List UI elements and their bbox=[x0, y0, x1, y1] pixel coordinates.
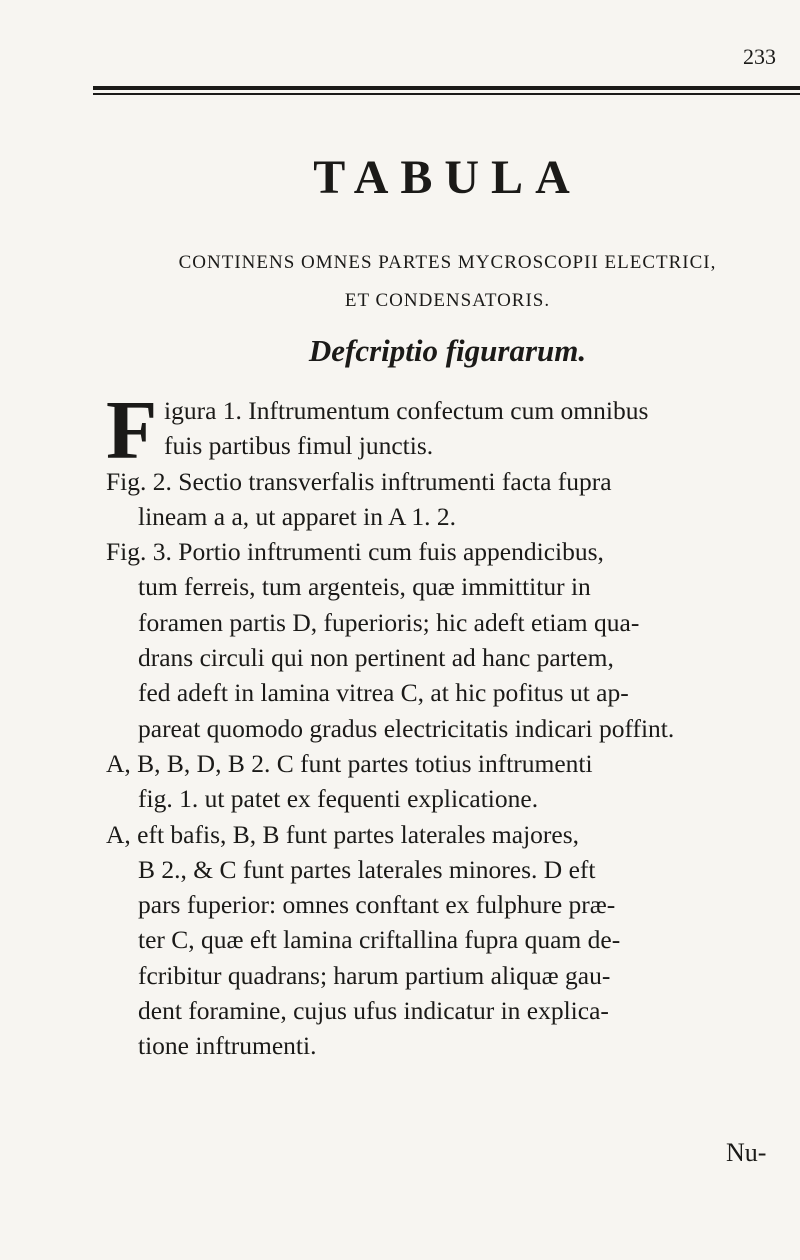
body-line: tione inftrumenti. bbox=[138, 1031, 317, 1061]
body-line: drans circuli qui non pertinent ad hanc partem, bbox=[138, 643, 614, 673]
body-line-text: igura 1. Inftrumentum confectum cum omnibus bbox=[164, 396, 649, 425]
page-title: TABULA bbox=[313, 151, 582, 204]
body-line: dent foramine, cujus ufus indicatur in explica- bbox=[138, 996, 609, 1026]
body-line: Fig. 3. Portio inftrumenti cum fuis appendicibus, bbox=[106, 537, 604, 567]
top-rule bbox=[93, 86, 800, 95]
drop-cap: F bbox=[106, 384, 158, 477]
body-line: fuis partibus fimul junctis. bbox=[164, 431, 434, 461]
page-number: 233 bbox=[743, 44, 776, 69]
body-line: fcribitur quadrans; harum partium aliquæ gau- bbox=[138, 960, 611, 990]
body-line: foramen partis D, fuperioris; hic adeft etiam qua- bbox=[138, 607, 640, 637]
catchword: Nu- bbox=[726, 1138, 767, 1167]
body-line: A, eft bafis, B, B funt partes laterales majores, bbox=[106, 819, 580, 849]
body-line: lineam a a, ut apparet in A 1. 2. bbox=[138, 501, 456, 531]
body-text bbox=[106, 384, 800, 1064]
body-line: fig. 1. ut patet ex fequenti explicatione. bbox=[138, 784, 539, 814]
section-heading: Defcriptio figurarum. bbox=[308, 333, 587, 368]
body-line: fed adeft in lamina vitrea C, at hic pofitus ut ap- bbox=[138, 678, 629, 708]
body-line: B 2., & C funt partes laterales minores. D eft bbox=[138, 854, 596, 884]
subtitle-line-1: CONTINENS OMNES PARTES MYCROSCOPII ELECTRICI, bbox=[178, 252, 717, 273]
body-line: A, B, B, D, B 2. C funt partes totius inftrumenti bbox=[106, 748, 593, 778]
subtitle-line-2: ET CONDENSATORIS. bbox=[344, 290, 551, 311]
body-line: pareat quomodo gradus electricitatis indicari poffint. bbox=[138, 713, 675, 743]
body-line: Fig. 2. Sectio transverfalis inftrumenti facta fupra bbox=[106, 466, 612, 496]
body-line: pars fuperior: omnes conftant ex fulphure præ- bbox=[138, 890, 616, 920]
body-line: ter C, quæ eft lamina criftallina fupra quam de- bbox=[138, 925, 621, 955]
body-line: tum ferreis, tum argenteis, quæ immittitur in bbox=[138, 572, 591, 602]
